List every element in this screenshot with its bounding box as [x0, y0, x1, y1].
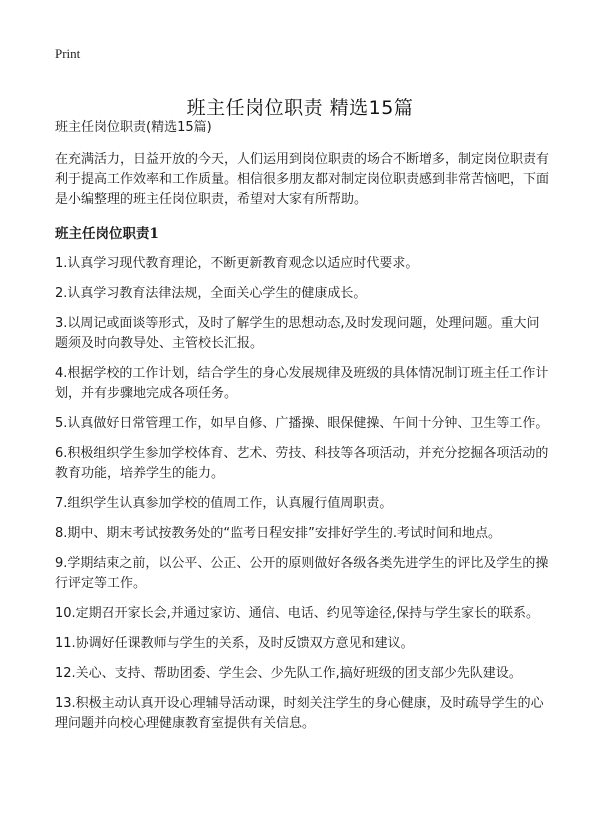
duty-item-4: 4.根据学校的工作计划，结合学生的身心发展规律及班级的具体情况制订班主任工作计划，并有步骤地完成各项任务。	[55, 366, 549, 401]
duty-item-12: 12.关心、支持、帮助团委、学生会、少先队工作,搞好班级的团支部少先队建设。	[55, 666, 522, 681]
duty-item-2: 2.认真学习教育法律法规，全面关心学生的健康成长。	[55, 286, 367, 301]
intro-paragraph: 在充满活力，日益开放的今天，人们运用到岗位职责的场合不断增多，制定岗位职责有利于提高工作效率和工作质量。相信很多朋友都对制定岗位职责感到非常苦恼吧，下面是小编整理的班主任岗位职责，希望对大家有所帮助。	[55, 152, 550, 207]
document-title: 班主任岗位职责 精选15篇	[186, 96, 414, 119]
duty-item-6: 6.积极组织学生参加学校体育、艺术、劳技、科技等各项活动，并充分挖掘各项活动的教育功能，培养学生的能力。	[55, 446, 549, 481]
section-heading: 班主任岗位职责1	[55, 226, 159, 242]
duty-item-8: 8.期中、期末考试按教务处的“监考日程安排”安排好学生的.考试时间和地点。	[55, 526, 502, 541]
duty-item-13: 13.积极主动认真开设心理辅导活动课，时刻关注学生的身心健康，及时疏导学生的心理问题并向校心理健康教育室提供有关信息。	[55, 696, 544, 731]
print-label: Print	[55, 46, 81, 61]
duty-item-1: 1.认真学习现代教育理论，不断更新教育观念以适应时代要求。	[55, 256, 419, 271]
duty-list	[55, 254, 552, 734]
document-subtitle: 班主任岗位职责(精选15篇)	[55, 120, 212, 135]
duty-item-7: 7.组织学生认真参加学校的值周工作，认真履行值周职责。	[55, 496, 393, 511]
duty-item-5: 5.认真做好日常管理工作，如早自修、广播操、眼保健操、午间十分钟、卫生等工作。	[55, 416, 549, 431]
duty-item-3: 3.以周记或面谈等形式，及时了解学生的思想动态,及时发现问题，处理问题。重大问题须及时向教导处、主管校长汇报。	[55, 316, 540, 351]
duty-item-11: 11.协调好任课教师与学生的关系，及时反馈双方意见和建议。	[55, 636, 414, 651]
duty-item-9: 9.学期结束之前，以公平、公正、公开的原则做好各级各类先进学生的评比及学生的操行评定等工作。	[55, 556, 549, 591]
document-body	[55, 118, 552, 744]
duty-item-10: 10.定期召开家长会,并通过家访、通信、电话、约见等途径,保持与学生家长的联系。	[55, 606, 539, 621]
